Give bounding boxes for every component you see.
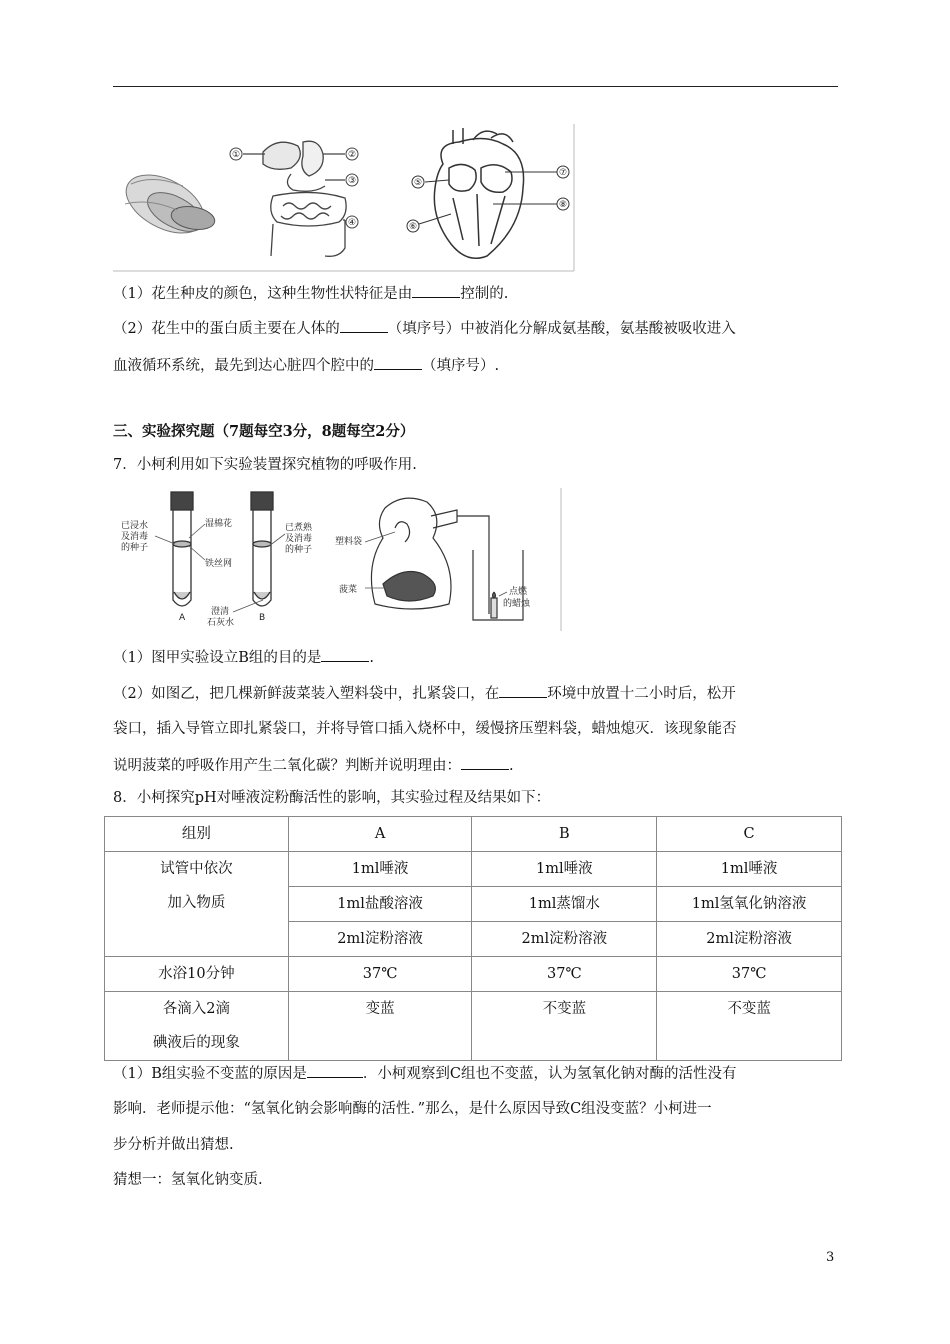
- table-row: 试管中依次 加入物质 1ml唾液 1ml唾液 1ml唾液: [105, 852, 842, 887]
- header-group: 组别: [105, 817, 289, 852]
- q8-part1-line1: （1）B组实验不变蓝的原因是 ．小柯观察到C组也不变蓝，认为氢氧化钠对酶的活性没有: [113, 1063, 736, 1084]
- header-C: C: [657, 817, 842, 852]
- q7-part2-line1: （2）如图乙，把几棵新鲜菠菜装入塑料袋中，扎紧袋口，在 环境中放置十二小时后，松开: [113, 683, 736, 704]
- answer-blank[interactable]: [374, 355, 422, 370]
- label-tube-B: B: [259, 613, 266, 623]
- table-row: 2ml淀粉溶液 2ml淀粉溶液 2ml淀粉溶液: [105, 922, 842, 957]
- label-wire-mesh: 铁丝网: [205, 559, 233, 569]
- figure-peanut-digestion-heart: [113, 124, 575, 272]
- experiment-table: [104, 816, 842, 1061]
- header-rule: [113, 86, 838, 87]
- label-tube-A: A: [179, 613, 186, 623]
- label-8: ⑧: [558, 200, 568, 210]
- page-number: 3: [826, 1250, 835, 1265]
- table-header-row: [105, 817, 842, 852]
- answer-blank[interactable]: [307, 1063, 363, 1078]
- label-plastic-bag: 塑料袋: [335, 537, 363, 547]
- header-A: A: [288, 817, 472, 852]
- label-soaked-seeds-2: 及消毒: [121, 532, 149, 542]
- q8-part1-line2: 影响．老师提示他：“氢氧化钠会影响酶的活性．”那么，是什么原因导致C组没变蓝？小柯进一: [113, 1101, 712, 1117]
- q8-stem: 8．小柯探究pH对唾液淀粉酶活性的影响，其实验过程及结果如下：: [113, 790, 551, 806]
- section-title: 三、实验探究题（7题每空3分，8题每空2分）: [113, 423, 415, 440]
- label-4: ④: [347, 218, 357, 228]
- label-3: ③: [347, 176, 357, 186]
- q6-part1: （1）花生种皮的颜色，这种生物性状特征是由 控制的.: [113, 283, 508, 304]
- row-result-label: 各滴入2滴 碘液后的现象: [105, 992, 289, 1061]
- label-2: ②: [347, 150, 357, 160]
- figure-respiration-apparatus: [113, 488, 562, 632]
- label-soaked-seeds-3: 的种子: [121, 543, 149, 553]
- q7-stem: 7．小柯利用如下实验装置探究植物的呼吸作用.: [113, 457, 417, 473]
- label-soaked-seeds-1: 已浸水: [121, 521, 149, 531]
- label-wet-cotton: 湿棉花: [205, 519, 233, 529]
- answer-blank[interactable]: [321, 647, 369, 662]
- q6-part2-line1: （2）花生中的蛋白质主要在人体的 （填序号）中被消化分解成氨基酸，氨基酸被吸收进入: [113, 318, 736, 339]
- q8-guess1: 猜想一：氢氧化钠变质.: [113, 1172, 263, 1188]
- answer-blank[interactable]: [412, 283, 460, 298]
- row-bath-label: 水浴10分钟: [105, 957, 289, 992]
- label-boiled-seeds-1: 已煮熟: [285, 523, 313, 533]
- q7-part1: （1）图甲实验设立B组的目的是 .: [113, 647, 374, 668]
- answer-blank[interactable]: [340, 318, 388, 333]
- q7-part2-line3: 说明菠菜的呼吸作用产生二氧化碳？判断并说明理由： .: [113, 755, 514, 776]
- answer-blank[interactable]: [499, 683, 547, 698]
- table-row: 各滴入2滴 碘液后的现象 变蓝 不变蓝 不变蓝: [105, 992, 842, 1061]
- label-boiled-seeds-2: 及消毒: [285, 534, 313, 544]
- q7-part2-line2: 袋口，插入导管立即扎紧袋口，并将导管口插入烧杯中，缓慢挤压塑料袋，蜡烛熄灭．该现象能否: [113, 721, 737, 737]
- q8-part1-line3: 步分析并做出猜想.: [113, 1137, 234, 1153]
- row-add-label: 试管中依次 加入物质: [105, 852, 289, 957]
- table-row: 1ml盐酸溶液 1ml蒸馏水 1ml氢氧化钠溶液: [105, 887, 842, 922]
- label-1: ①: [231, 150, 241, 160]
- table-row: 水浴10分钟 37℃ 37℃ 37℃: [105, 957, 842, 992]
- label-5: ⑤: [413, 178, 423, 188]
- header-B: B: [472, 817, 657, 852]
- label-candle-2: 的蜡烛: [503, 599, 531, 609]
- label-candle-1: 点燃: [509, 587, 528, 597]
- label-6: ⑥: [408, 222, 418, 232]
- label-spinach: 菠菜: [339, 585, 358, 595]
- answer-blank[interactable]: [461, 755, 509, 770]
- q6-part2-line2: 血液循环系统，最先到达心脏四个腔中的 （填序号）.: [113, 355, 499, 376]
- label-7: ⑦: [558, 168, 568, 178]
- label-boiled-seeds-3: 的种子: [285, 545, 313, 555]
- label-limewater-2: 石灰水: [207, 618, 235, 628]
- label-limewater-1: 澄清: [211, 607, 230, 617]
